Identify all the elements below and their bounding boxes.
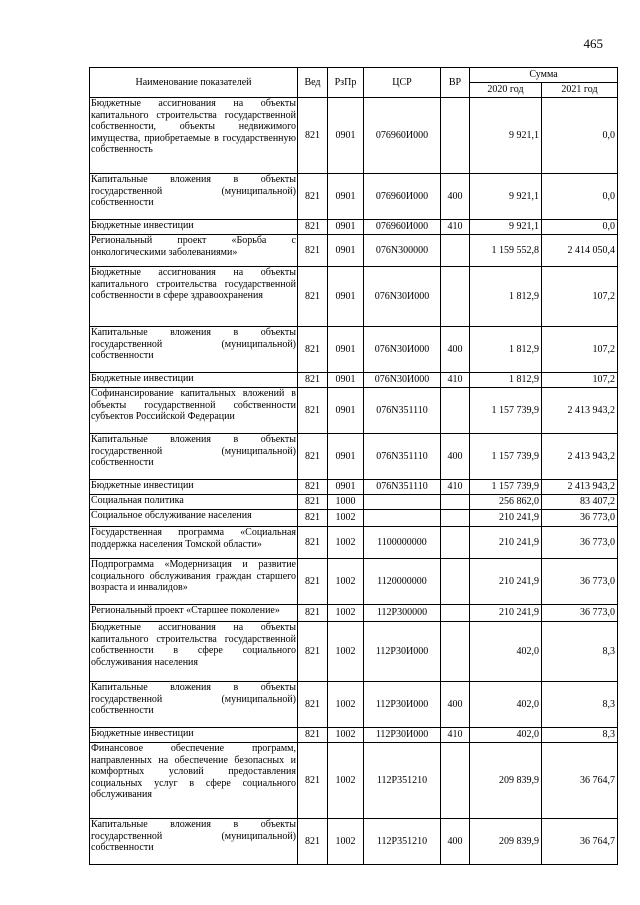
row-csr-cell	[364, 495, 441, 510]
table-row	[90, 267, 618, 327]
table-row	[90, 373, 618, 388]
row-2020-cell: 9 921,1	[470, 174, 542, 220]
row-ved-cell: 821	[298, 559, 328, 605]
row-name-cell: Бюджетные инвестиции	[90, 480, 298, 495]
row-rzpr-cell: 0901	[328, 373, 364, 388]
row-name-cell: Социальное обслуживание населения	[90, 510, 298, 527]
row-csr-cell: 1100000000	[364, 527, 441, 559]
row-name-cell: Бюджетные ассигнования на объекты капитального строительства государственной собственности, объекты недвижимого имущества, приобретаемые в государственную собственность	[90, 98, 298, 174]
row-csr-cell: 112P30И000	[364, 622, 441, 682]
table-row	[90, 327, 618, 373]
row-ved-cell: 821	[298, 728, 328, 743]
row-ved-cell: 821	[298, 388, 328, 434]
table-row	[90, 622, 618, 682]
row-csr-cell: 076N30И000	[364, 327, 441, 373]
row-rzpr-cell: 0901	[328, 480, 364, 495]
row-csr-cell: 076N300000	[364, 235, 441, 267]
row-name-cell: Софинансирование капитальных вложений в объекты государственной собственности субъектов Российской Федерации	[90, 388, 298, 434]
row-ved-cell: 821	[298, 434, 328, 480]
header-2021: 2021 год	[542, 83, 618, 98]
row-vr-cell: 400	[441, 174, 470, 220]
row-rzpr-cell: 1002	[328, 743, 364, 819]
row-rzpr-cell: 0901	[328, 174, 364, 220]
table-row	[90, 728, 618, 743]
header-vr: ВР	[441, 68, 470, 98]
row-vr-cell: 410	[441, 220, 470, 235]
row-2020-cell: 402,0	[470, 682, 542, 728]
row-csr-cell: 112P351210	[364, 819, 441, 865]
row-csr-cell: 076960И000	[364, 220, 441, 235]
row-rzpr-cell: 0901	[328, 434, 364, 480]
row-2020-cell: 256 862,0	[470, 495, 542, 510]
row-rzpr-cell: 1000	[328, 495, 364, 510]
header-csr: ЦСР	[364, 68, 441, 98]
row-name-cell: Капитальные вложения в объекты государственной (муниципальной) собственности	[90, 174, 298, 220]
table-row	[90, 559, 618, 605]
row-rzpr-cell: 1002	[328, 728, 364, 743]
row-vr-cell	[441, 98, 470, 174]
row-2021-cell: 83 407,2	[542, 495, 618, 510]
row-name-cell: Региональный проект «Старшее поколение»	[90, 605, 298, 622]
row-vr-cell	[441, 388, 470, 434]
row-2020-cell: 1 157 739,9	[470, 434, 542, 480]
header-sum: Сумма	[470, 68, 618, 83]
row-vr-cell	[441, 527, 470, 559]
table-row	[90, 235, 618, 267]
table-row	[90, 174, 618, 220]
row-2020-cell: 209 839,9	[470, 743, 542, 819]
row-ved-cell: 821	[298, 743, 328, 819]
row-2021-cell: 0,0	[542, 220, 618, 235]
row-csr-cell: 076N351110	[364, 434, 441, 480]
budget-table	[89, 67, 618, 865]
table-body	[90, 98, 618, 865]
row-2020-cell: 209 839,9	[470, 819, 542, 865]
row-csr-cell: 076960И000	[364, 174, 441, 220]
row-2020-cell: 210 241,9	[470, 559, 542, 605]
row-2020-cell: 9 921,1	[470, 220, 542, 235]
row-vr-cell	[441, 605, 470, 622]
header-ved: Вед	[298, 68, 328, 98]
row-name-cell: Бюджетные инвестиции	[90, 373, 298, 388]
row-ved-cell: 821	[298, 510, 328, 527]
row-2020-cell: 1 159 552,8	[470, 235, 542, 267]
row-2020-cell: 210 241,9	[470, 605, 542, 622]
table-row	[90, 605, 618, 622]
row-name-cell: Бюджетные ассигнования на объекты капитального строительства государственной собственности в сфере здравоохранения	[90, 267, 298, 327]
row-2021-cell: 2 414 050,4	[542, 235, 618, 267]
row-2021-cell: 36 773,0	[542, 559, 618, 605]
row-2020-cell: 210 241,9	[470, 527, 542, 559]
table-row	[90, 495, 618, 510]
row-name-cell: Государственная программа «Социальная поддержка населения Томской области»	[90, 527, 298, 559]
row-rzpr-cell: 0901	[328, 388, 364, 434]
row-2020-cell: 1 812,9	[470, 327, 542, 373]
row-name-cell: Капитальные вложения в объекты государственной (муниципальной) собственности	[90, 819, 298, 865]
row-ved-cell: 821	[298, 605, 328, 622]
header-name: Наименование показателей	[90, 68, 298, 98]
table-row	[90, 480, 618, 495]
row-2021-cell: 36 773,0	[542, 527, 618, 559]
row-csr-cell: 112P30И000	[364, 728, 441, 743]
table-row	[90, 819, 618, 865]
row-csr-cell: 1120000000	[364, 559, 441, 605]
row-2020-cell: 210 241,9	[470, 510, 542, 527]
row-2020-cell: 9 921,1	[470, 98, 542, 174]
row-csr-cell: 076N30И000	[364, 267, 441, 327]
row-name-cell: Капитальные вложения в объекты государственной (муниципальной) собственности	[90, 327, 298, 373]
row-csr-cell: 076N351110	[364, 388, 441, 434]
row-ved-cell: 821	[298, 527, 328, 559]
row-rzpr-cell: 1002	[328, 559, 364, 605]
row-2020-cell: 1 157 739,9	[470, 388, 542, 434]
row-csr-cell: 112P351210	[364, 743, 441, 819]
table-row	[90, 98, 618, 174]
header-rzpr: РзПр	[328, 68, 364, 98]
table-row	[90, 743, 618, 819]
row-vr-cell	[441, 622, 470, 682]
row-rzpr-cell: 0901	[328, 267, 364, 327]
row-ved-cell: 821	[298, 682, 328, 728]
row-2020-cell: 402,0	[470, 622, 542, 682]
row-vr-cell	[441, 559, 470, 605]
row-vr-cell: 400	[441, 682, 470, 728]
page-number: 465	[583, 36, 603, 51]
row-name-cell: Социальная политика	[90, 495, 298, 510]
table-row	[90, 434, 618, 480]
row-vr-cell: 410	[441, 728, 470, 743]
row-csr-cell: 112P300000	[364, 605, 441, 622]
row-ved-cell: 821	[298, 495, 328, 510]
row-vr-cell: 410	[441, 480, 470, 495]
row-2021-cell: 36 764,7	[542, 819, 618, 865]
row-2021-cell: 8,3	[542, 682, 618, 728]
row-2020-cell: 1 812,9	[470, 267, 542, 327]
row-2021-cell: 107,2	[542, 267, 618, 327]
row-vr-cell	[441, 235, 470, 267]
row-2021-cell: 36 773,0	[542, 510, 618, 527]
row-name-cell: Капитальные вложения в объекты государственной (муниципальной) собственности	[90, 434, 298, 480]
table-row	[90, 682, 618, 728]
row-name-cell: Бюджетные инвестиции	[90, 220, 298, 235]
row-2021-cell: 2 413 943,2	[542, 480, 618, 495]
row-rzpr-cell: 1002	[328, 819, 364, 865]
row-2021-cell: 36 764,7	[542, 743, 618, 819]
row-csr-cell: 076N351110	[364, 480, 441, 495]
row-2020-cell: 1 157 739,9	[470, 480, 542, 495]
row-rzpr-cell: 1002	[328, 510, 364, 527]
row-rzpr-cell: 0901	[328, 235, 364, 267]
row-vr-cell: 400	[441, 327, 470, 373]
row-rzpr-cell: 0901	[328, 98, 364, 174]
row-csr-cell: 076N30И000	[364, 373, 441, 388]
row-vr-cell	[441, 267, 470, 327]
table-row	[90, 510, 618, 527]
row-rzpr-cell: 1002	[328, 605, 364, 622]
row-name-cell: Бюджетные инвестиции	[90, 728, 298, 743]
row-name-cell: Подпрограмма «Модернизация и развитие социального обслуживания граждан старшего возраста и инвалидов»	[90, 559, 298, 605]
row-vr-cell: 410	[441, 373, 470, 388]
row-ved-cell: 821	[298, 98, 328, 174]
row-ved-cell: 821	[298, 174, 328, 220]
row-2021-cell: 107,2	[542, 327, 618, 373]
row-ved-cell: 821	[298, 327, 328, 373]
row-rzpr-cell: 0901	[328, 327, 364, 373]
row-vr-cell: 400	[441, 819, 470, 865]
row-name-cell: Финансовое обеспечение программ, направленных на обеспечение безопасных и комфортных условий предоставления социальных услуг в сфере социального обслуживания	[90, 743, 298, 819]
row-ved-cell: 821	[298, 622, 328, 682]
row-vr-cell	[441, 743, 470, 819]
row-2021-cell: 0,0	[542, 174, 618, 220]
row-2021-cell: 8,3	[542, 728, 618, 743]
row-rzpr-cell: 1002	[328, 527, 364, 559]
row-2021-cell: 8,3	[542, 622, 618, 682]
row-ved-cell: 821	[298, 220, 328, 235]
row-2021-cell: 2 413 943,2	[542, 388, 618, 434]
row-ved-cell: 821	[298, 267, 328, 327]
row-ved-cell: 821	[298, 235, 328, 267]
row-2021-cell: 2 413 943,2	[542, 434, 618, 480]
table-header	[90, 68, 618, 98]
row-2021-cell: 107,2	[542, 373, 618, 388]
row-csr-cell: 112P30И000	[364, 682, 441, 728]
row-rzpr-cell: 1002	[328, 682, 364, 728]
row-2021-cell: 36 773,0	[542, 605, 618, 622]
row-ved-cell: 821	[298, 819, 328, 865]
row-name-cell: Бюджетные ассигнования на объекты капитального строительства государственной собственности в сфере социального обслуживания населения	[90, 622, 298, 682]
row-name-cell: Региональный проект «Борьба с онкологическими заболеваниями»	[90, 235, 298, 267]
row-csr-cell	[364, 510, 441, 527]
row-csr-cell: 076960И000	[364, 98, 441, 174]
row-ved-cell: 821	[298, 480, 328, 495]
row-vr-cell	[441, 510, 470, 527]
row-2020-cell: 402,0	[470, 728, 542, 743]
row-name-cell: Капитальные вложения в объекты государственной (муниципальной) собственности	[90, 682, 298, 728]
table-row	[90, 220, 618, 235]
header-2020: 2020 год	[470, 83, 542, 98]
row-2021-cell: 0,0	[542, 98, 618, 174]
table-row	[90, 388, 618, 434]
row-vr-cell	[441, 495, 470, 510]
row-2020-cell: 1 812,9	[470, 373, 542, 388]
row-vr-cell: 400	[441, 434, 470, 480]
row-ved-cell: 821	[298, 373, 328, 388]
row-rzpr-cell: 0901	[328, 220, 364, 235]
row-rzpr-cell: 1002	[328, 622, 364, 682]
table-row	[90, 527, 618, 559]
